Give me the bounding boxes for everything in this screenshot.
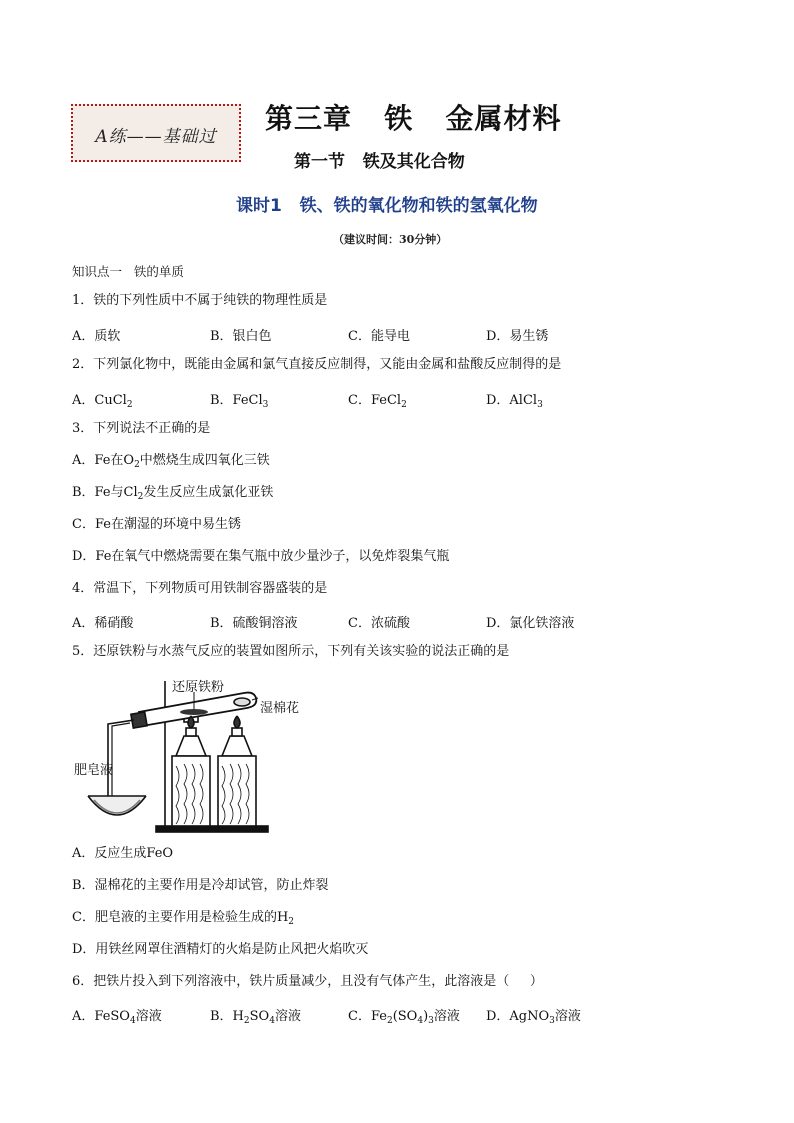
question-2-stem: 2．下列氯化物中，既能由金属和氯气直接反应制得，又能由金属和盐酸反应制得的是 bbox=[72, 357, 562, 372]
question-3-option-d: D．Fe在氧气中燃烧需要在集气瓶中放少量沙子，以免炸裂集气瓶 bbox=[72, 549, 450, 564]
option-b: B．硫酸铜溶液 bbox=[210, 616, 298, 631]
question-5-option-c: C．肥皂液的主要作用是检验生成的$H_2$ bbox=[72, 910, 295, 927]
option-a: A．FeSO$_4$溶液 bbox=[72, 1009, 162, 1026]
option-d: D．AgNO$_3$溶液 bbox=[486, 1009, 581, 1026]
badge-label: A练——基础过 bbox=[95, 127, 217, 147]
question-3-option-c: C．Fe在潮湿的环境中易生锈 bbox=[72, 517, 241, 532]
option-c: C．FeCl$_2$ bbox=[348, 393, 407, 410]
question-5-option-a: A．反应生成FeO bbox=[72, 846, 174, 861]
question-4-stem: 4．常温下，下列物质可用铁制容器盛装的是 bbox=[72, 581, 328, 596]
option-c: C．$Fe_2(SO_4)_3$溶液 bbox=[348, 1009, 460, 1026]
option-a: A．CuCl$_2$ bbox=[72, 393, 133, 410]
chapter-title: 第三章 铁 金属材料 bbox=[265, 102, 562, 135]
suggested-time: （建议时间：30分钟） bbox=[333, 233, 448, 246]
option-d: D．AlCl$_3$ bbox=[486, 393, 543, 410]
option-b: B．FeCl$_3$ bbox=[210, 393, 269, 410]
question-3-stem: 3．下列说法不正确的是 bbox=[72, 421, 211, 436]
question-6-stem: 6．把铁片投入到下列溶液中，铁片质量减少，且没有气体产生，此溶液是（ ） bbox=[72, 974, 543, 989]
knowledge-point-heading: 知识点一 铁的单质 bbox=[72, 264, 184, 279]
option-c: C．能导电 bbox=[348, 329, 410, 344]
lesson-title: 课时1 铁、铁的氧化物和铁的氢氧化物 bbox=[236, 196, 538, 216]
question-3-option-b: B．Fe与$Cl_2$发生反应生成氯化亚铁 bbox=[72, 485, 274, 502]
option-a: A．稀硝酸 bbox=[72, 616, 134, 631]
option-c: C．浓硫酸 bbox=[348, 616, 410, 631]
option-d: D．易生锈 bbox=[486, 329, 549, 344]
option-b: B．$H_2SO_4$溶液 bbox=[210, 1009, 301, 1026]
label-iron-powder: 还原铁粉 bbox=[172, 680, 225, 695]
option-d: D．氯化铁溶液 bbox=[486, 616, 575, 631]
question-1-stem: 1．铁的下列性质中不属于纯铁的物理性质是 bbox=[72, 293, 328, 308]
question-5-stem: 5．还原铁粉与水蒸气反应的装置如图所示，下列有关该实验的说法正确的是 bbox=[72, 644, 510, 659]
label-wet-cotton: 湿棉花 bbox=[260, 701, 300, 716]
section-title: 第一节 铁及其化合物 bbox=[294, 152, 465, 172]
question-5-option-d: D．用铁丝网罩住酒精灯的火焰是防止风把火焰吹灭 bbox=[72, 942, 369, 957]
option-a: A．质软 bbox=[72, 329, 121, 344]
label-soap-solution: 肥皂液 bbox=[74, 763, 114, 778]
question-3-option-a: A．Fe在$O_2$中燃烧生成四氧化三铁 bbox=[72, 453, 270, 470]
practice-level-badge bbox=[71, 104, 241, 162]
iron-steam-apparatus-figure bbox=[72, 676, 372, 836]
option-b: B．银白色 bbox=[210, 329, 272, 344]
question-5-option-b: B．湿棉花的主要作用是冷却试管，防止炸裂 bbox=[72, 878, 329, 893]
